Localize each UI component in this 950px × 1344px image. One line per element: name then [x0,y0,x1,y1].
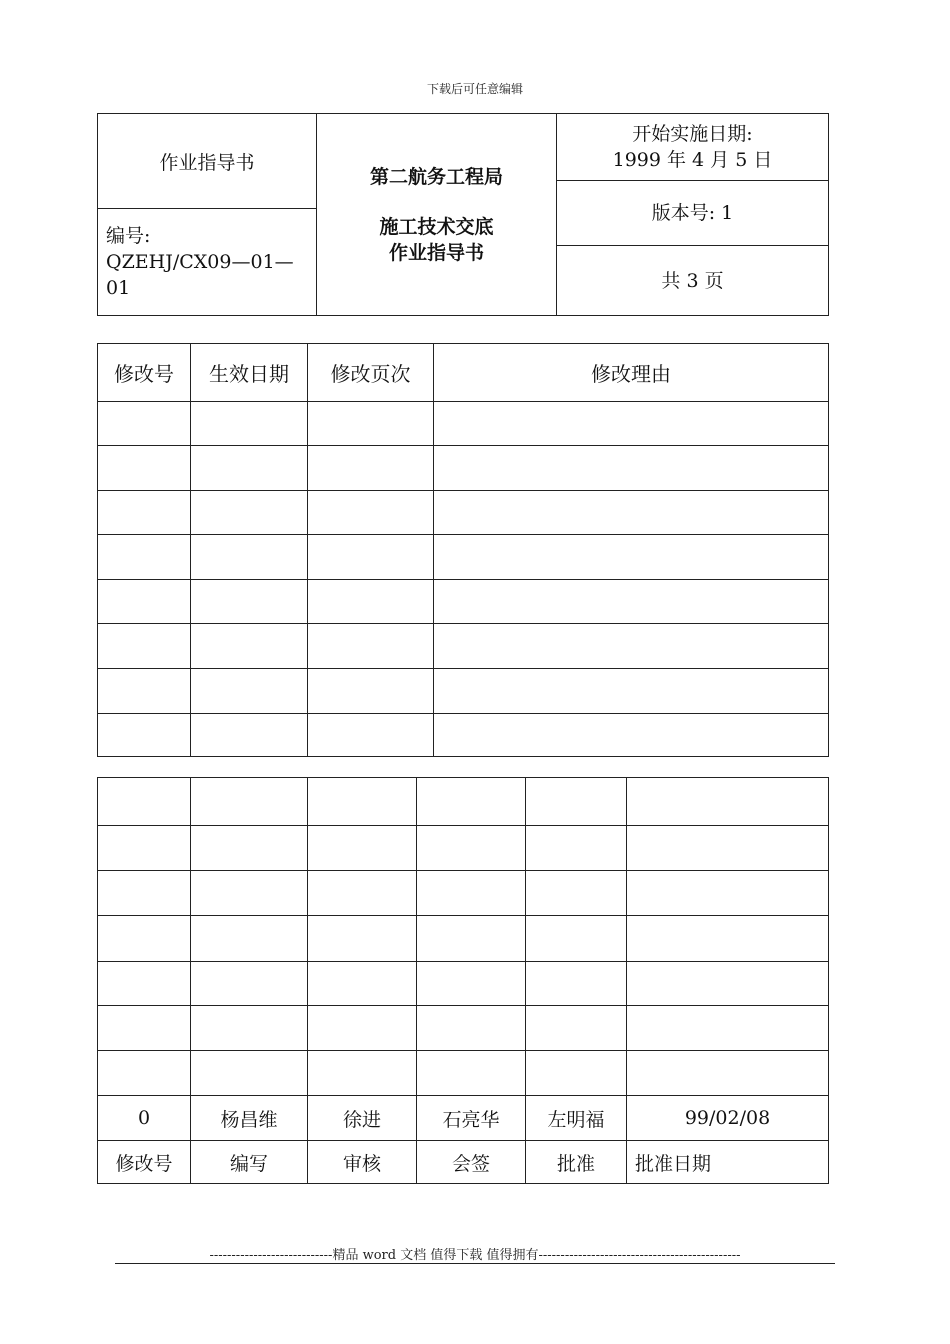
table-row [98,871,829,916]
table-row [98,669,829,714]
table-row [98,1006,829,1051]
reviewer-name: 徐进 [308,1096,417,1141]
doc-code-cell [98,209,317,316]
revision-col-header: 生效日期 [191,344,308,402]
revision-col-header: 修改号 [98,344,191,402]
table-row [98,446,829,491]
page-count: 共 3 页 [661,269,724,292]
signoff-label: 审核 [308,1141,417,1184]
header-table [97,113,829,316]
signoff-table [97,777,829,1184]
table-row [98,826,829,871]
table-row [98,491,829,535]
version: 版本号: 1 [651,202,734,224]
version-cell [557,181,829,246]
table-row [98,624,829,669]
revision-table [97,343,829,757]
signoff-label-row [98,1141,829,1184]
table-row [98,535,829,580]
table-row [98,402,829,446]
start-date-value: 1999 年 4 月 5 日 [612,149,773,171]
footer-text: ----------------------------精品 word 文档 值得下载 值得拥有---------------------------------------------- [209,1248,741,1263]
doc-type: 作业指导书 [159,151,255,174]
doc-code-label: 编号: [106,225,151,247]
footer-divider [115,1263,835,1264]
approver-name: 左明福 [526,1096,627,1141]
table-row [98,962,829,1006]
start-date-cell [557,114,829,181]
table-row [98,1051,829,1096]
signoff-label: 批准日期 [627,1141,829,1184]
signoff-record-row [98,1096,829,1141]
signoff-label: 会签 [417,1141,526,1184]
doc-title-line1: 施工技术交底 [379,215,494,238]
table-row [98,778,829,826]
page-count-cell [557,246,829,316]
table-row [98,580,829,624]
top-note: 下载后可任意编辑 [426,82,523,96]
org-name: 第二航务工程局 [369,165,503,188]
revision-col-header: 修改理由 [434,344,829,402]
doc-code-value: QZEHJ/CX09—01—01 [106,251,294,299]
revision-header-row [98,344,829,402]
countersigner-name: 石亮华 [417,1096,526,1141]
org-title-cell [317,114,557,316]
signoff-label: 编写 [191,1141,308,1184]
approval-date: 99/02/08 [627,1096,829,1141]
author-name: 杨昌维 [191,1096,308,1141]
revision-col-header: 修改页次 [308,344,434,402]
table-row [98,916,829,962]
signoff-label: 批准 [526,1141,627,1184]
start-date-label: 开始实施日期: [632,123,753,145]
doc-type-cell [98,114,317,209]
revision-number: 0 [98,1096,191,1141]
doc-title-line2: 作业指导书 [388,241,484,264]
signoff-label: 修改号 [98,1141,191,1184]
table-row [98,714,829,757]
